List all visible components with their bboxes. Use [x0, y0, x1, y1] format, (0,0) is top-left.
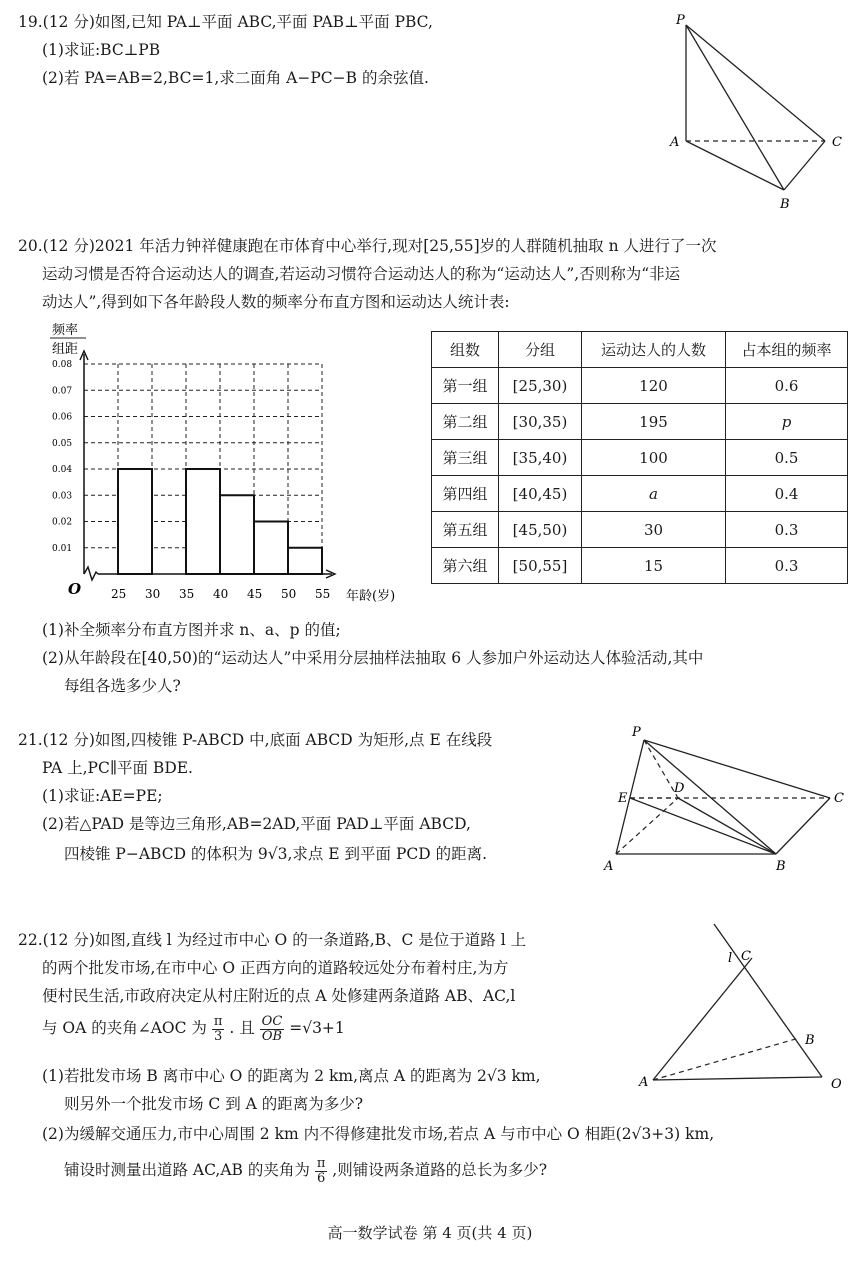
- q19-label-B: B: [780, 197, 790, 212]
- x-tick-label: 30: [145, 587, 161, 601]
- q19-part2: (2)若 PA=AB=2,BC=1,求二面角 A−PC−B 的余弦值.: [42, 69, 429, 87]
- q22-part2-b-end: ,则铺设两条道路的总长为多少?: [332, 1161, 548, 1179]
- q21-pyramid-figure: [600, 722, 855, 874]
- q20-stem-2: 运动习惯是否符合运动达人的调查,若运动习惯符合运动达人的称为“运动达人”,否则称为“非运: [42, 265, 681, 283]
- table-cell: 0.6: [726, 368, 848, 404]
- q21-label-C: C: [834, 791, 844, 806]
- table-header: 组数: [432, 332, 499, 368]
- sports-stats-table: [431, 331, 848, 584]
- q20-part2-a: (2)从年龄段在[40,50)的“运动达人”中采用分层抽样法抽取 6 人参加户外运动达人体验活动,其中: [42, 649, 704, 667]
- q20-part1: (1)补全频率分布直方图并求 n、a、p 的值;: [42, 621, 341, 639]
- table-cell: 第三组: [432, 440, 499, 476]
- table-cell: [50,55]: [499, 548, 582, 584]
- table-cell: 第四组: [432, 476, 499, 512]
- table-cell: 0.5: [726, 440, 848, 476]
- histogram-bar: [288, 548, 322, 574]
- q22-stem-3: 便村民生活,市政府决定从村庄附近的点 A 处修建两条道路 AB、AC,l: [42, 987, 516, 1005]
- histogram-bar: [220, 495, 254, 574]
- q21-label-P: P: [632, 725, 641, 740]
- table-row: [432, 548, 848, 584]
- page-footer: 高一数学试卷 第 4 页(共 4 页): [327, 1224, 533, 1242]
- x-tick-label: 40: [213, 587, 229, 601]
- histogram-ylabel-bottom: 组距: [52, 342, 79, 357]
- histogram-xlabel: 年龄(岁): [346, 589, 396, 604]
- table-header-row: [432, 332, 848, 368]
- q22-angle-text: 与 OA 的夹角∠AOC 为: [42, 1019, 207, 1037]
- table-row: [432, 368, 848, 404]
- q19-tetrahedron-figure: [660, 10, 860, 215]
- y-tick-label: 0.06: [52, 412, 73, 423]
- q22-part2-b-text: 铺设时测量出道路 AC,AB 的夹角为: [64, 1161, 310, 1179]
- table-cell: 100: [582, 440, 726, 476]
- q22-part1-a: (1)若批发市场 B 离市中心 O 的距离为 2 km,离点 A 的距离为 2√3 km,: [42, 1067, 541, 1085]
- x-tick-label: 50: [281, 587, 297, 601]
- table-cell: p: [726, 404, 848, 440]
- q21-label-A: A: [604, 859, 614, 874]
- table-cell: 0.3: [726, 548, 848, 584]
- table-header: 分组: [499, 332, 582, 368]
- q21-stem-1: 21.(12 分)如图,四棱锥 P-ABCD 中,底面 ABCD 为矩形,点 E 在线段: [18, 731, 493, 749]
- table-cell: [30,35): [499, 404, 582, 440]
- q21-label-E: E: [618, 791, 628, 806]
- x-tick-label: 25: [111, 587, 127, 601]
- table-cell: 0.3: [726, 512, 848, 548]
- q22-stem-4: [42, 1010, 345, 1046]
- q22-part2-a: (2)为缓解交通压力,市中心周围 2 km 内不得修建批发市场,若点 A 与市中心 O 相距(2√3+3) km,: [42, 1125, 715, 1143]
- table-cell: [35,40): [499, 440, 582, 476]
- table-cell: 第五组: [432, 512, 499, 548]
- table-cell: 第一组: [432, 368, 499, 404]
- table-cell: 0.4: [726, 476, 848, 512]
- q20-stem-3: 动达人”,得到如下各年龄段人数的频率分布直方图和运动达人统计表:: [42, 293, 510, 311]
- q21-part1: (1)求证:AE=PE;: [42, 787, 163, 805]
- q21-part2-b: 四棱锥 P−ABCD 的体积为 9√3,求点 E 到平面 PCD 的距离.: [64, 845, 488, 863]
- table-cell: 第二组: [432, 404, 499, 440]
- y-tick-label: 0.02: [52, 517, 73, 528]
- x-tick-label: 55: [315, 587, 331, 601]
- histogram-bar: [254, 522, 288, 575]
- table-cell: [25,30): [499, 368, 582, 404]
- q22-part2-b: [64, 1152, 547, 1188]
- histogram-bar: [186, 469, 220, 574]
- q21-label-B: B: [776, 859, 786, 874]
- q20-stem-1: 20.(12 分)2021 年活力钟祥健康跑在市体育中心举行,现对[25,55]岁的人群随机抽取 n 人进行了一次: [18, 237, 717, 255]
- table-header: 占本组的频率: [726, 332, 848, 368]
- axis-break: [84, 567, 98, 580]
- q22-label-A: A: [639, 1075, 649, 1090]
- q22-label-l: l: [728, 951, 733, 966]
- q19-label-P: P: [676, 13, 685, 28]
- table-cell: 120: [582, 368, 726, 404]
- y-tick-label: 0.05: [52, 438, 73, 449]
- q19-label-C: C: [832, 135, 842, 150]
- table-header: 运动达人的人数: [582, 332, 726, 368]
- table-cell: 195: [582, 404, 726, 440]
- y-tick-label: 0.07: [52, 386, 73, 397]
- q22-and-text: . 且: [229, 1019, 255, 1037]
- q19-stem: 19.(12 分)如图,已知 PA⊥平面 ABC,平面 PAB⊥平面 PBC,: [18, 13, 433, 31]
- q22-label-O: O: [831, 1077, 842, 1092]
- fraction-oc-over-ob: $\frac{OC}{OB}$: [261, 1013, 283, 1044]
- table-row: [432, 512, 848, 548]
- q22-ratio-value: =√3+1: [289, 1019, 345, 1037]
- q21-label-D: D: [674, 781, 685, 796]
- q19-part1: (1)求证:BC⊥PB: [42, 41, 161, 59]
- fraction-pi-over-3: $\frac{\pi}{3}$: [213, 1013, 223, 1044]
- y-tick-label: 0.04: [52, 465, 73, 475]
- x-tick-label: 35: [179, 587, 195, 601]
- q22-part1-b: 则另外一个批发市场 C 到 A 的距离为多少?: [64, 1095, 364, 1113]
- frequency-histogram: [30, 318, 430, 608]
- q22-stem-1: 22.(12 分)如图,直线 l 为经过市中心 O 的一条道路,B、C 是位于道路 l 上: [18, 931, 527, 949]
- table-cell: 30: [582, 512, 726, 548]
- table-row: [432, 440, 848, 476]
- fraction-pi-over-6: $\frac{\pi}{6}$: [316, 1155, 326, 1186]
- table-cell: 第六组: [432, 548, 499, 584]
- histogram-ylabel-top: 频率: [52, 323, 79, 338]
- q22-label-C: C: [741, 949, 751, 964]
- q21-stem-2: PA 上,PC∥平面 BDE.: [42, 759, 193, 777]
- y-tick-label: 0.08: [52, 360, 73, 370]
- table-cell: 15: [582, 548, 726, 584]
- table-cell: [45,50): [499, 512, 582, 548]
- q19-label-A: A: [670, 135, 680, 150]
- q21-part2-a: (2)若△PAD 是等边三角形,AB=2AD,平面 PAD⊥平面 ABCD,: [42, 815, 471, 833]
- x-tick-label: 45: [247, 587, 263, 601]
- table-row: [432, 404, 848, 440]
- q20-part2-b: 每组各选多少人?: [64, 677, 181, 695]
- table-cell: [40,45): [499, 476, 582, 512]
- table-row: [432, 476, 848, 512]
- y-tick-label: 0.03: [52, 491, 73, 502]
- q22-roads-figure: [635, 920, 855, 1100]
- histogram-bars: [118, 469, 322, 574]
- histogram-origin: O: [68, 580, 82, 598]
- q22-stem-2: 的两个批发市场,在市中心 O 正西方向的道路较远处分布着村庄,为方: [42, 959, 509, 977]
- table-cell: a: [582, 476, 726, 512]
- y-tick-label: 0.01: [52, 543, 73, 554]
- histogram-bar: [118, 469, 152, 574]
- q22-label-B: B: [805, 1033, 815, 1048]
